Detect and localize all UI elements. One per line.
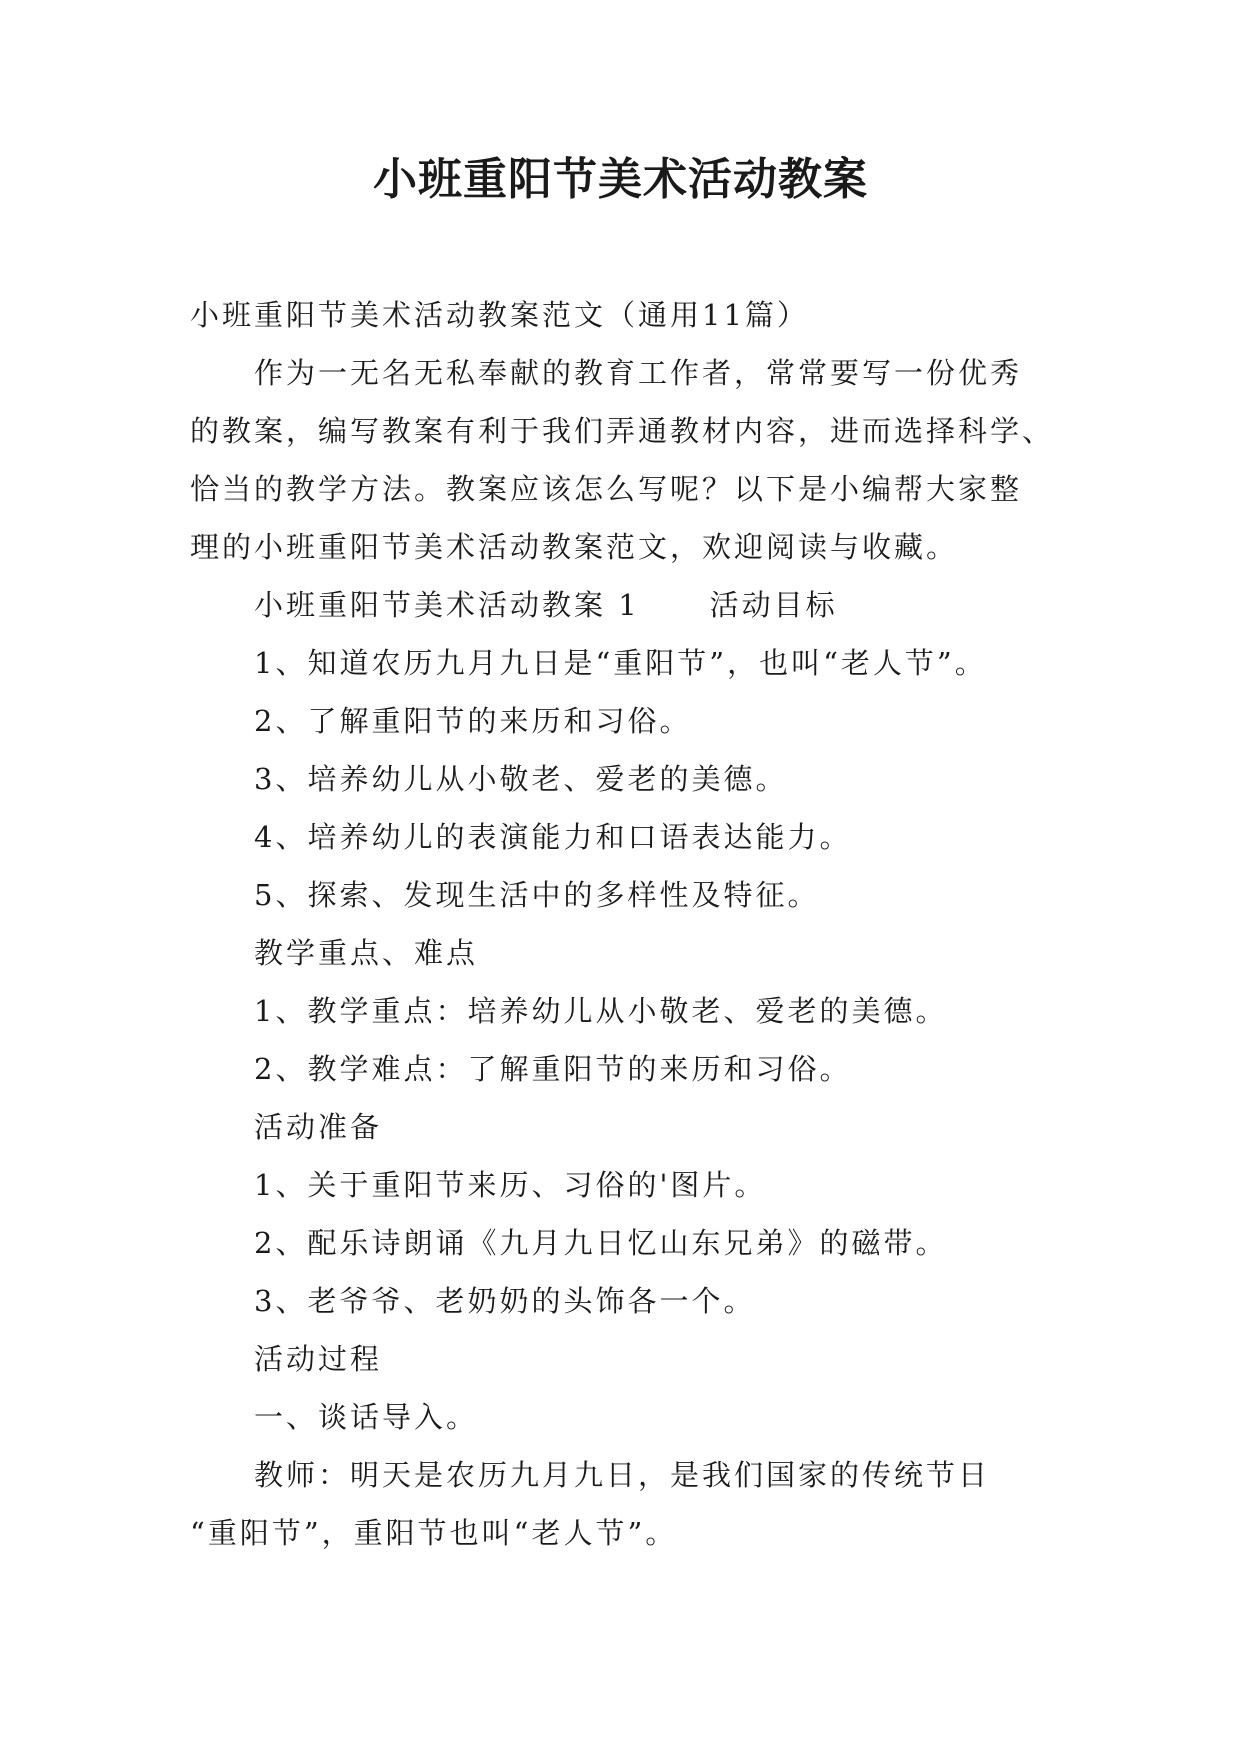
key-point-item: 1、教学重点：培养幼儿从小敬老、爱老的美德。 — [254, 994, 948, 1028]
key-point-item: 2、教学难点：了解重阳节的来历和习俗。 — [254, 1052, 852, 1086]
prep-item: 2、配乐诗朗诵《九月九日忆山东兄弟》的磁带。 — [254, 1226, 948, 1260]
goal-item: 5、探索、发现生活中的多样性及特征。 — [254, 878, 820, 912]
process-step: 一、谈话导入。 — [254, 1400, 479, 1434]
key-points-heading: 教学重点、难点 — [254, 936, 479, 970]
intro-line: 作为一无名无私奉献的教育工作者，常常要写一份优秀 — [254, 356, 1023, 390]
prep-item: 1、关于重阳节来历、习俗的'图片。 — [254, 1168, 767, 1202]
teacher-line: “重阳节”，重阳节也叫“老人节”。 — [190, 1516, 678, 1550]
prep-heading: 活动准备 — [254, 1110, 383, 1144]
goal-item: 2、了解重阳节的来历和习俗。 — [254, 704, 692, 738]
document-subtitle: 小班重阳节美术活动教案范文（通用11篇） — [190, 298, 809, 332]
section-heading: 小班重阳节美术活动教案 1 — [254, 588, 640, 622]
document-title: 小班重阳节美术活动教案 — [373, 154, 868, 205]
intro-line: 的教案，编写教案有利于我们弄通教材内容，进而选择科学、 — [190, 414, 1055, 448]
section-heading-line — [190, 576, 1060, 634]
document-body — [190, 286, 1060, 1562]
intro-line: 理的小班重阳节美术活动教案范文，欢迎阅读与收藏。 — [190, 530, 959, 564]
prep-item: 3、老爷爷、老奶奶的头饰各一个。 — [254, 1284, 756, 1318]
goal-item: 1、知道农历九月九日是“重阳节”，也叫“老人节”。 — [254, 646, 987, 680]
goals-heading: 活动目标 — [709, 588, 838, 622]
goal-item: 3、培养幼儿从小敬老、爱老的美德。 — [254, 762, 788, 796]
goal-item: 4、培养幼儿的表演能力和口语表达能力。 — [254, 820, 852, 854]
teacher-line: 教师：明天是农历九月九日，是我们国家的传统节日 — [254, 1458, 991, 1492]
process-heading: 活动过程 — [254, 1342, 383, 1376]
intro-line: 恰当的教学方法。教案应该怎么写呢？以下是小编帮大家整 — [190, 472, 1023, 506]
